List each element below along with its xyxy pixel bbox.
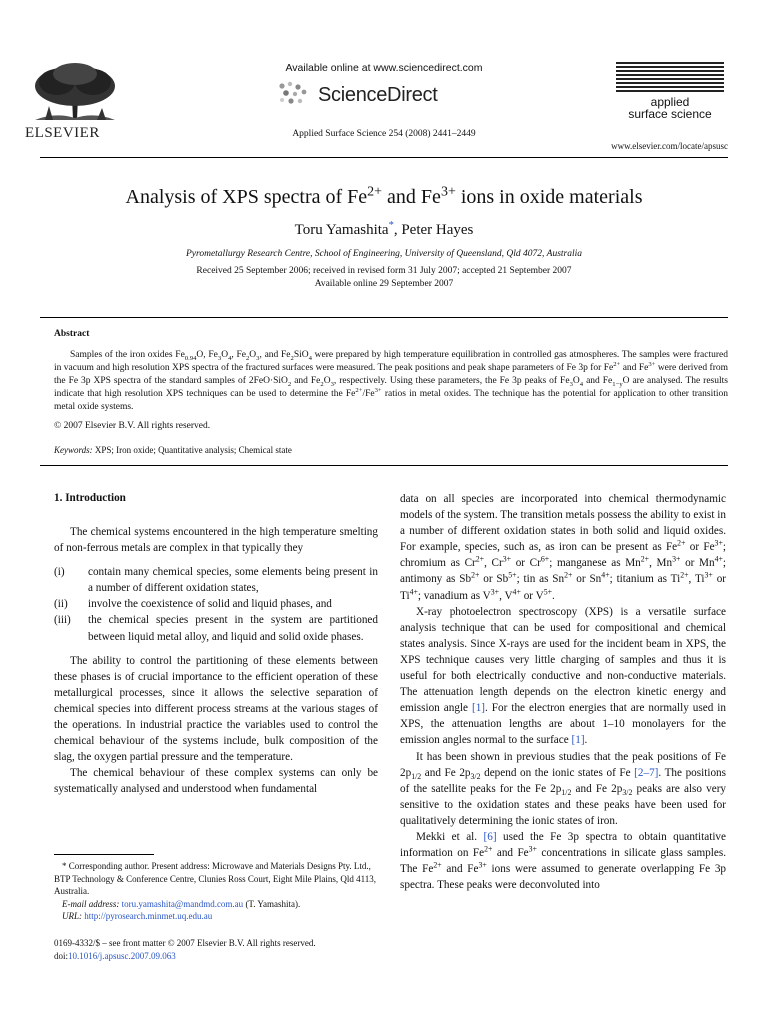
keywords-line bbox=[54, 445, 292, 455]
affiliation: Pyrometallurgy Research Centre, School of Engineering, University of Queensland, Qld 4072, Australia bbox=[185, 249, 583, 259]
publisher-name: ELSEVIER bbox=[25, 125, 100, 141]
list-item: (i) contain many chemical species, some elements being present in a number of different oxidation states, bbox=[54, 566, 378, 595]
email-footnote: E-mail address: toru.yamashita@mandmd.com.au (T. Yamashita). bbox=[62, 898, 301, 909]
footnotes bbox=[54, 860, 380, 923]
url-footnote: URL: http://pyrosearch.minmet.uq.edu.au bbox=[62, 911, 213, 921]
corresponding-author-marker[interactable]: * bbox=[388, 220, 394, 231]
abstract-bottom-rule bbox=[40, 465, 728, 466]
received-dates: Received 25 September 2006; received in revised form 31 July 2007; accepted 21 September 2007 bbox=[196, 266, 572, 276]
url-link[interactable]: http://pyrosearch.minmet.uq.edu.au bbox=[84, 911, 213, 921]
sciencedirect-dots-icon bbox=[276, 80, 316, 108]
list-item: (iii) the chemical species present in the system are partitioned between liquid metal alloy, and liquid and solid oxide phases. bbox=[54, 614, 378, 643]
journal-logo-line1: applied bbox=[650, 95, 690, 109]
doi-line: doi:10.1016/j.apsusc.2007.09.063 bbox=[54, 951, 176, 961]
corresponding-author-footnote: * Corresponding author. Present address: Microwave and Materials Designs Pty. Ltd., BTP Technology & Conference Centre, Clunies Ross Court, Eight Mile Plains, Qld 4113, Australia. bbox=[54, 861, 377, 896]
intro-paragraph-2: The ability to control the partitioning of these elements between these phases is of crucial importance to the efficient operation of these metallurgical processes, since it allows the selective separation of chemical species into different process streams at the various stages of the operations. In industrial practice the variables used to control the chemical behaviour of the systems include, bulk composition of the slag, the oxygen partial pressure and the temperature. bbox=[54, 654, 378, 764]
front-matter bbox=[54, 937, 384, 963]
left-column bbox=[54, 524, 378, 798]
citation-link[interactable]: [1] bbox=[571, 734, 585, 747]
header-rule bbox=[40, 157, 728, 158]
abstract-text: Samples of the iron oxides $Fe_{0.94}O$, $Fe_3O_4$, $Fe_2O_3$, and $Fe_2SiO_4$ were prepared by high temperature equilibration in controlled gas atmospheres. The samples were fractured in vacuum and high resolution XPS spectra of the fractured surfaces were measured. The peak positions and peak shape parameters of Fe 3p for $Fe^{2+}$ and $Fe^{3+}$ were derived from the Fe 3p XPS spectra of the standard samples of 2FeO·SiO$_2$ and $Fe_2O_3$, respectively. Using these parameters, the Fe 3p peaks of $Fe_3O_4$ and $Fe_{1-y}O$ are analysed. The results indicate that high resolution XPS techniques can be used to determine the $Fe^{2+}/Fe^{3+}$ ratios in metal oxides. The technique has the potential for application to other transition metal oxide systems. bbox=[54, 350, 729, 412]
list-item: (ii) involve the coexistence of solid and liquid phases, and bbox=[54, 598, 332, 611]
online-date: Available online 29 September 2007 bbox=[314, 279, 454, 289]
keywords-label: Keywords: bbox=[54, 445, 93, 455]
citation-link[interactable]: [1] bbox=[471, 702, 486, 715]
article-title: Analysis of XPS spectra of $Fe^{2+}$ and $Fe^{3+}$ ions in oxide materials bbox=[125, 184, 643, 208]
citation-link[interactable]: [2–7] bbox=[634, 766, 659, 779]
sciencedirect-logo-text: ScienceDirect bbox=[318, 84, 438, 106]
abstract-heading: Abstract bbox=[54, 329, 90, 339]
issn-line: 0169-4332/$ – see front matter © 2007 Elsevier B.V. All rights reserved. bbox=[54, 938, 316, 948]
right-column bbox=[400, 491, 726, 893]
keywords-list: XPS; Iron oxide; Quantitative analysis; Chemical state bbox=[94, 445, 292, 455]
abstract-top-rule bbox=[40, 317, 728, 318]
abstract-copyright: © 2007 Elsevier B.V. All rights reserved. bbox=[54, 421, 211, 431]
author-name: , Peter Hayes bbox=[393, 222, 474, 238]
intro-paragraph-3: The chemical behaviour of these complex systems can only be systematically analysed and understood when fundamental bbox=[54, 767, 378, 796]
right-paragraph-1: data on all species are incorporated into chemical thermodynamic models of the system. The transition metals possess the ability to exist in a number of different oxidation states in both solid and liquid oxides. For example, species, such as, as iron can be present as $Fe^{2+}$ or $Fe^{3+}$; chromium as $Cr^{2+}$, $Cr^{3+}$ or $Cr^{6+}$; manganese as $Mn^{2+}$, $Mn^{3+}$ or $Mn^{4+}$; antimony as $Sb^{2+}$ or $Sb^{5+}$; tin as $Sn^{2+}$ or $Sn^{4+}$; titanium as $Ti^{2+}$, $Ti^{3+}$ or $Ti^{4+}$; vanadium as $V^{3+}$, $V^{4+}$ or $V^{5+}$. bbox=[400, 493, 727, 602]
journal-citation: Applied Surface Science 254 (2008) 2441–2449 bbox=[292, 129, 476, 139]
section-heading-introduction: 1. Introduction bbox=[54, 492, 126, 504]
intro-paragraph-1: The chemical systems encountered in the high temperature smelting of non-ferrous metals are complex in that typically they bbox=[54, 526, 378, 555]
author-name: Toru Yamashita bbox=[294, 222, 389, 238]
right-paragraph-xps: X-ray photoelectron spectroscopy (XPS) is a versatile surface analysis technique that can be used for compositional and chemical states analysis. Since X-rays are used for the incident beam in XPS, the XPS technique causes very little charging of samples and thus it is useful for both electrically conductive and non-conductive materials. The attenuation length depends on the electron kinetic energy and emission angle [1]. For the electron energies that are normally used in XPS, the attenuation lengths are about 1–10 monolayers for the emission angles normal to the surface [1]. bbox=[400, 605, 726, 747]
author-list bbox=[0, 222, 768, 239]
right-paragraph-mekki: Mekki et al. [6] used the Fe 3p spectra to obtain quantitative information on $Fe^{2+}$ and $Fe^{3+}$ concentrations in silicate glass samples. The $Fe^{2+}$ and $Fe^{3+}$ ions were assumed to generate overlapping Fe 3p spectra. These peaks were deconvoluted into bbox=[400, 830, 727, 892]
citation-link[interactable]: [6] bbox=[483, 830, 497, 843]
journal-logo bbox=[612, 62, 728, 130]
journal-url[interactable]: www.elsevier.com/locate/apsusc bbox=[611, 141, 728, 151]
available-online-line: Available online at www.sciencedirect.com bbox=[285, 62, 483, 74]
journal-logo-line2: surface science bbox=[628, 107, 712, 121]
email-link[interactable]: toru.yamashita@mandmd.com.au bbox=[121, 898, 244, 909]
footnote-rule bbox=[54, 854, 154, 855]
right-paragraph-previous: It has been shown in previous studies that the peak positions of Fe $2p_{1/2}$ and Fe $2p_{3/2}$ depend on the ionic states of Fe [2–7]. The positions of the satellite peaks for the Fe $2p_{1/2}$ and Fe $2p_{3/2}$ peaks are also very sensitive to the oxidation states and these peaks have been used for qualitatively determining the ionic states of iron. bbox=[400, 750, 727, 827]
doi-link[interactable]: 10.1016/j.apsusc.2007.09.063 bbox=[68, 951, 176, 961]
